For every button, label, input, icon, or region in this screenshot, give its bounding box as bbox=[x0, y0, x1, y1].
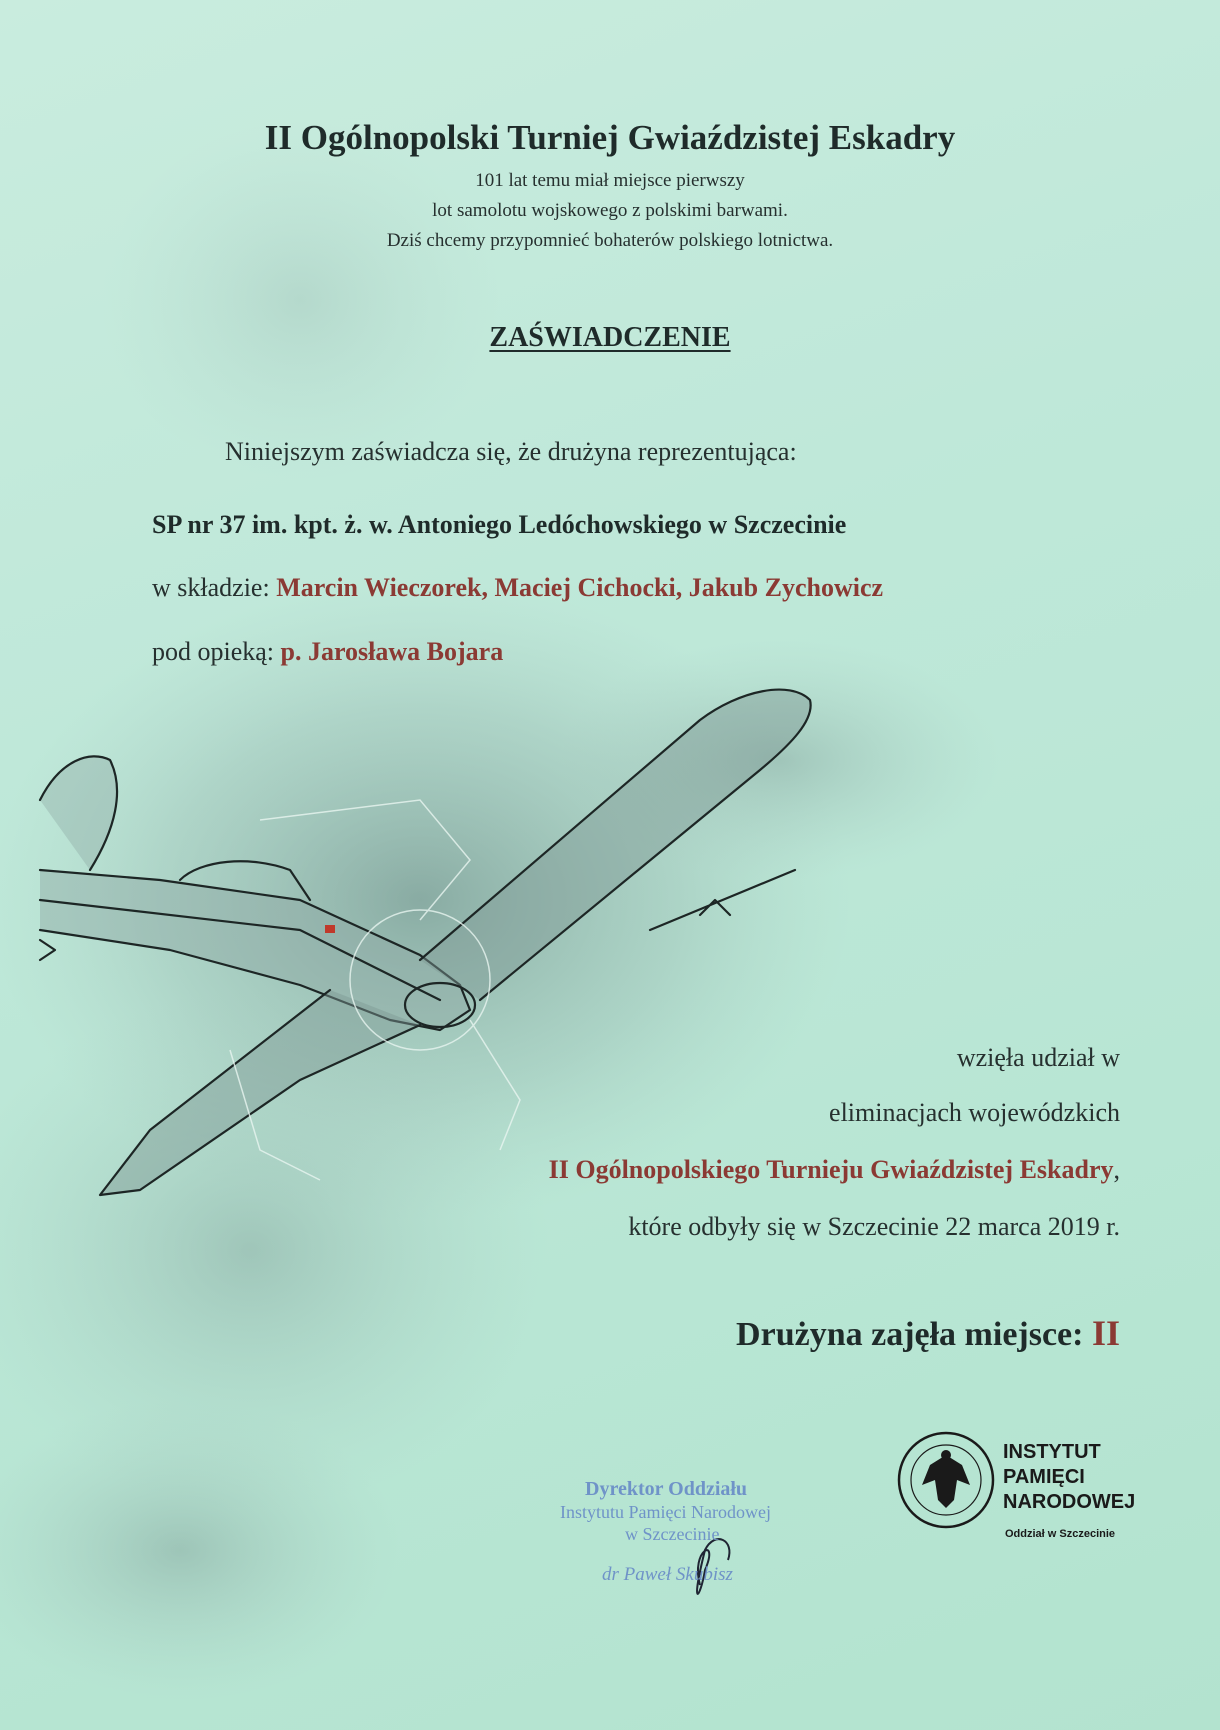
page-title: II Ogólnopolski Turniej Gwiaździstej Eskadry bbox=[264, 118, 956, 157]
team-guardian bbox=[152, 637, 503, 667]
place-label: Drużyna zajęła miejsce: bbox=[736, 1316, 1084, 1353]
intro-line: 101 lat temu miał miejsce pierwszy bbox=[475, 170, 745, 191]
guardian-label: pod opieką: bbox=[152, 637, 275, 666]
document-heading bbox=[0, 322, 1220, 354]
document-heading-text: ZAŚWIADCZENIE bbox=[489, 322, 731, 353]
guardian-name: p. Jarosława Bojara bbox=[280, 637, 504, 666]
participation-event bbox=[549, 1155, 1120, 1185]
team-members bbox=[152, 573, 883, 603]
institution-name-line: PAMIĘCI bbox=[1003, 1466, 1085, 1488]
institution-branch: Oddział w Szczecinie bbox=[1005, 1528, 1116, 1540]
signature-stamp-city: w Szczecinie bbox=[625, 1524, 720, 1544]
members-names: Marcin Wieczorek, Maciej Cichocki, Jakub Zychowicz bbox=[276, 573, 884, 602]
signature-stamp-title: Dyrektor Oddziału bbox=[585, 1478, 748, 1500]
statement-text: Niniejszym zaświadcza się, że drużyna reprezentująca: bbox=[225, 437, 797, 466]
event-name: II Ogólnopolskiego Turnieju Gwiaździstej Eskadry bbox=[548, 1155, 1114, 1184]
members-label: w składzie: bbox=[152, 573, 270, 602]
intro-line: Dziś chcemy przypomnieć bohaterów polskiego lotnictwa. bbox=[386, 230, 834, 251]
participation-line: wzięła udział w bbox=[956, 1043, 1120, 1072]
school-name: SP nr 37 im. kpt. ż. w. Antoniego Ledóchowskiego w Szczecinie bbox=[152, 510, 847, 539]
signature-stamp-institution: Instytutu Pamięci Narodowej bbox=[560, 1502, 771, 1522]
place-value: II bbox=[1091, 1313, 1120, 1353]
participation-line: które odbyły się w Szczecinie 22 marca 2019 r. bbox=[628, 1212, 1120, 1241]
institution-name-line: NARODOWEJ bbox=[1003, 1491, 1136, 1513]
signature-name: dr Paweł Skubisz bbox=[602, 1564, 733, 1585]
participation-line: eliminacjach wojewódzkich bbox=[829, 1098, 1120, 1127]
ipn-seal-icon bbox=[899, 1433, 993, 1527]
place-result bbox=[736, 1312, 1120, 1354]
institution-name-line: INSTYTUT bbox=[1003, 1441, 1101, 1463]
intro-line: lot samolotu wojskowego z polskimi barwami. bbox=[432, 200, 788, 221]
event-suffix: , bbox=[1113, 1155, 1120, 1184]
institution-name bbox=[1003, 1440, 1135, 1515]
